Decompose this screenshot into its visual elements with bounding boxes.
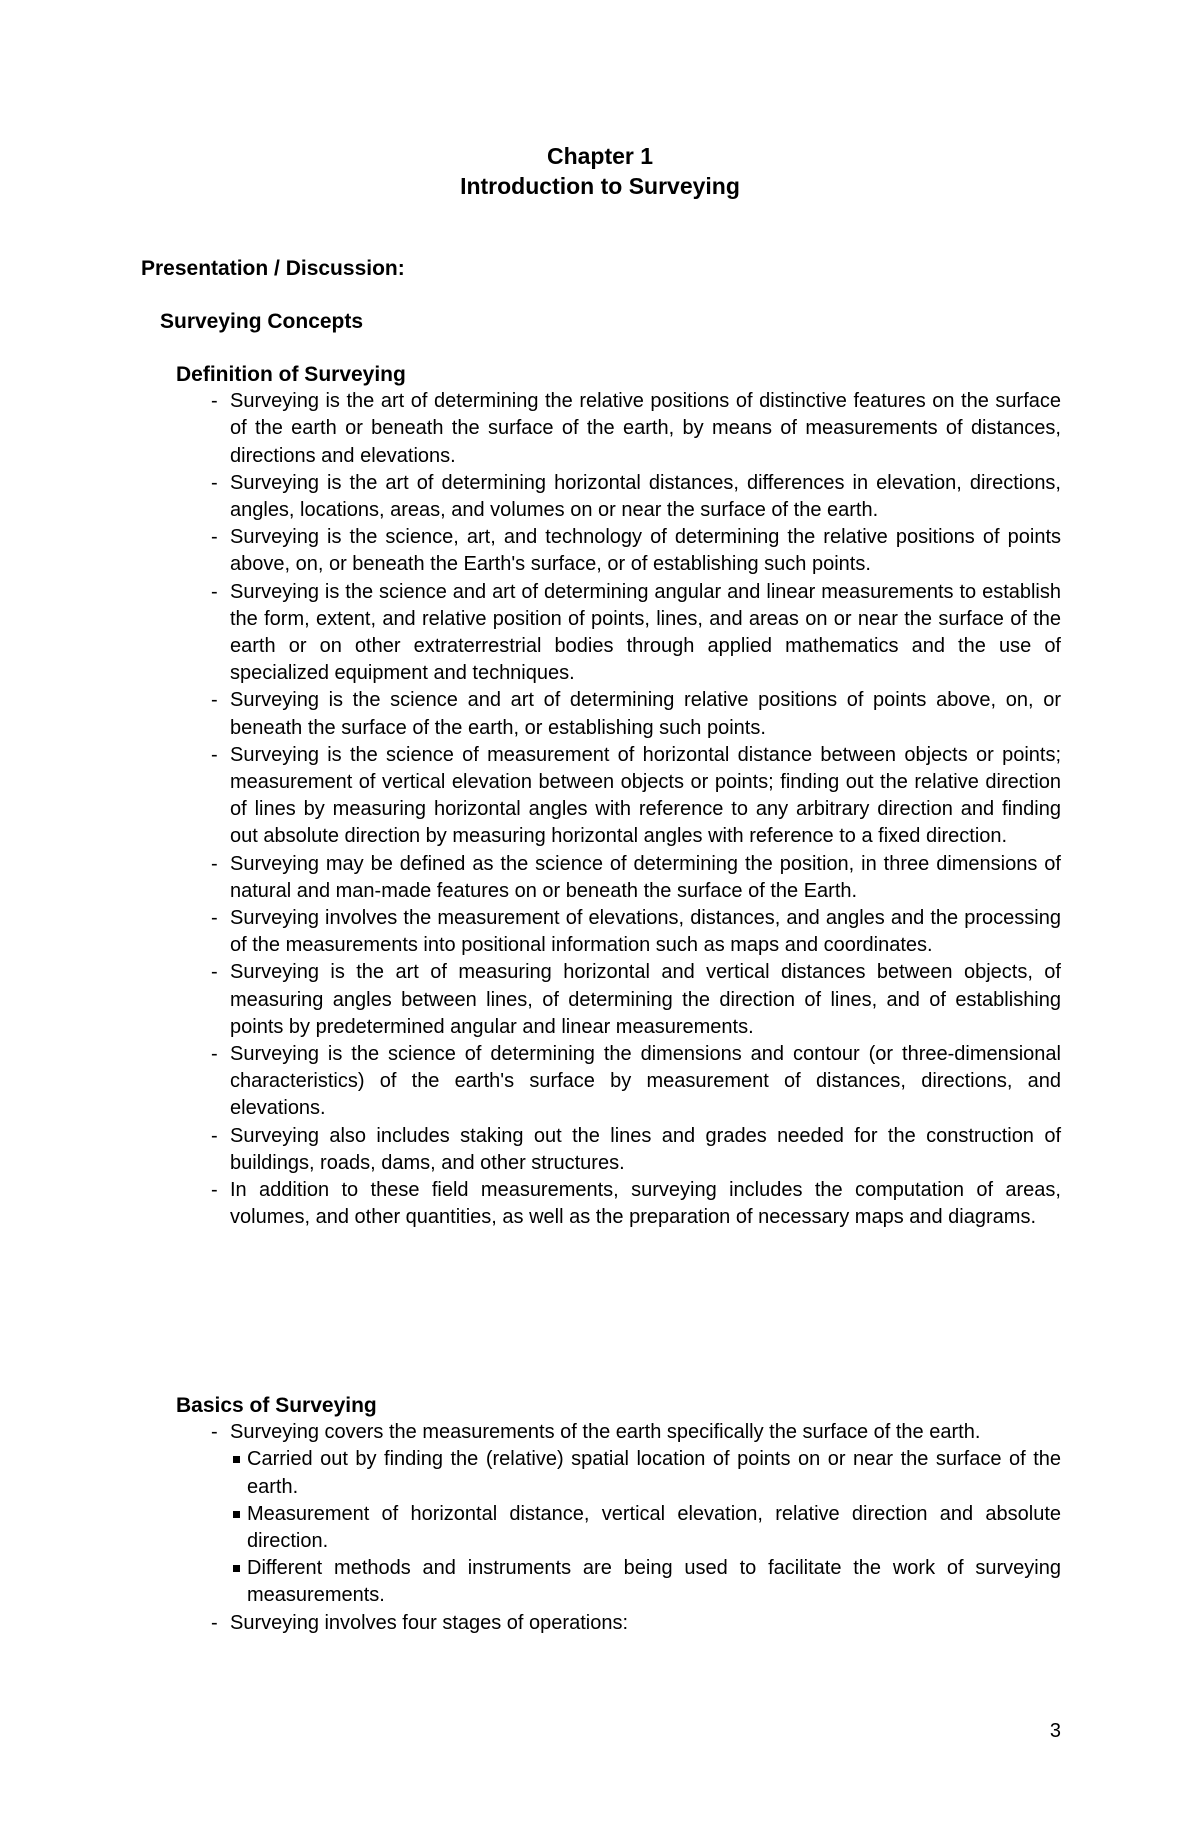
list-item: - Surveying is the art of determining the relative positions of distinctive features on the surface of the earth or beneath the surface of the earth, by means of measurements of distances, directions and elevations. <box>211 390 1061 467</box>
chapter-number: Chapter 1 <box>546 143 654 169</box>
subsection-heading: Surveying Concepts <box>160 310 364 333</box>
dash-bullet: - <box>211 743 218 766</box>
square-bullet-icon <box>233 1511 240 1518</box>
list-item: - Surveying is the science and art of determining angular and linear measurements to establish the form, extent, and relative position of points, lines, and areas on or near the surface of the earth or on other extraterrestrial bodies through applied mathematics and the use of specialized equipment and techniques. <box>211 580 1061 685</box>
dash-bullet: - <box>211 526 218 549</box>
sub-list-item: Carried out by finding the (relative) spatial location of points on or near the surface of the earth. <box>230 1446 1061 1500</box>
dash-bullet: - <box>211 1124 218 1147</box>
list-item: - Surveying covers the measurements of the earth specifically the surface of the earth. Carried out by finding the (relative) spatial location of points on or near the surface of the earth. Measurement of horizontal distance, vertical elevation, relative direction and absolute direction. Different methods and instruments are being used to facilitate the work of surveying measurements. <box>176 1419 1061 1609</box>
list-item: - Surveying is the science of measurement of horizontal distance between objects or points; measurement of vertical elevation between objects or points; finding out the relative direction of lines by measuring horizontal angles with reference to any arbitrary direction and finding out absolute direction by measuring horizontal angles with reference to a fixed direction. <box>211 743 1061 848</box>
square-bullet-icon <box>233 1456 240 1463</box>
chapter-title: Introduction to Surveying <box>460 173 740 199</box>
list-item: - Surveying involves four stages of operations: <box>176 1610 1061 1637</box>
definition-block <box>176 361 1061 1232</box>
list-item: - Surveying is the science, art, and technology of determining the relative positions of points above, on, or beneath the Earth's surface, or of establishing such points. <box>211 526 1061 576</box>
basics-block <box>176 1392 1061 1637</box>
definition-list <box>176 388 1061 1231</box>
dash-bullet: - <box>211 1179 218 1202</box>
list-item: - Surveying also includes staking out the lines and grades needed for the construction of buildings, roads, dams, and other structures. <box>211 1124 1061 1174</box>
list-item: - Surveying is the science and art of determining relative positions of points above, on, or beneath the surface of the earth, or establishing such points. <box>211 689 1061 739</box>
dash-bullet: - <box>211 907 218 930</box>
basics-sublist <box>230 1446 1061 1609</box>
list-item: - Surveying is the science of determining the dimensions and contour (or three-dimensional characteristics) of the earth's surface by measurement of distances, directions, and elevations. <box>211 1043 1061 1120</box>
list-item: - Surveying is the art of determining horizontal distances, differences in elevation, directions, angles, locations, areas, and volumes on or near the surface of the earth. <box>211 471 1061 522</box>
page-number: 3 <box>1049 1720 1061 1742</box>
dash-bullet: - <box>211 961 218 984</box>
dash-bullet: - <box>211 689 218 712</box>
chapter-heading <box>0 141 1200 201</box>
dash-bullet: - <box>211 1611 218 1634</box>
dash-bullet: - <box>211 1043 218 1066</box>
list-item: - Surveying involves the measurement of elevations, distances, and angles and the processing of the measurements into positional information such as maps and coordinates. <box>211 907 1061 957</box>
basics-list <box>176 1419 1061 1637</box>
dash-bullet: - <box>211 580 218 603</box>
basics-heading: Basics of Surveying <box>176 1394 377 1417</box>
dash-bullet: - <box>211 1421 218 1444</box>
list-item: - In addition to these field measurements, surveying includes the computation of areas, volumes, and other quantities, as well as the preparation of necessary maps and diagrams. <box>211 1179 1061 1229</box>
definition-heading: Definition of Surveying <box>176 363 406 386</box>
section-heading: Presentation / Discussion: <box>141 257 405 280</box>
list-item: - Surveying is the art of measuring horizontal and vertical distances between objects, of measuring angles between lines, of determining the direction of lines, and of establishing points by predetermined angular and linear measurements. <box>211 961 1061 1038</box>
dash-bullet: - <box>211 852 218 875</box>
list-item: - Surveying may be defined as the science of determining the position, in three dimensions of natural and man-made features on or beneath the surface of the Earth. <box>211 852 1061 902</box>
square-bullet-icon <box>233 1565 240 1572</box>
dash-bullet: - <box>211 390 218 413</box>
sub-list-item: Different methods and instruments are being used to facilitate the work of surveying measurements. <box>230 1555 1061 1609</box>
dash-bullet: - <box>211 471 218 494</box>
sub-list-item: Measurement of horizontal distance, vertical elevation, relative direction and absolute direction. <box>230 1501 1061 1555</box>
